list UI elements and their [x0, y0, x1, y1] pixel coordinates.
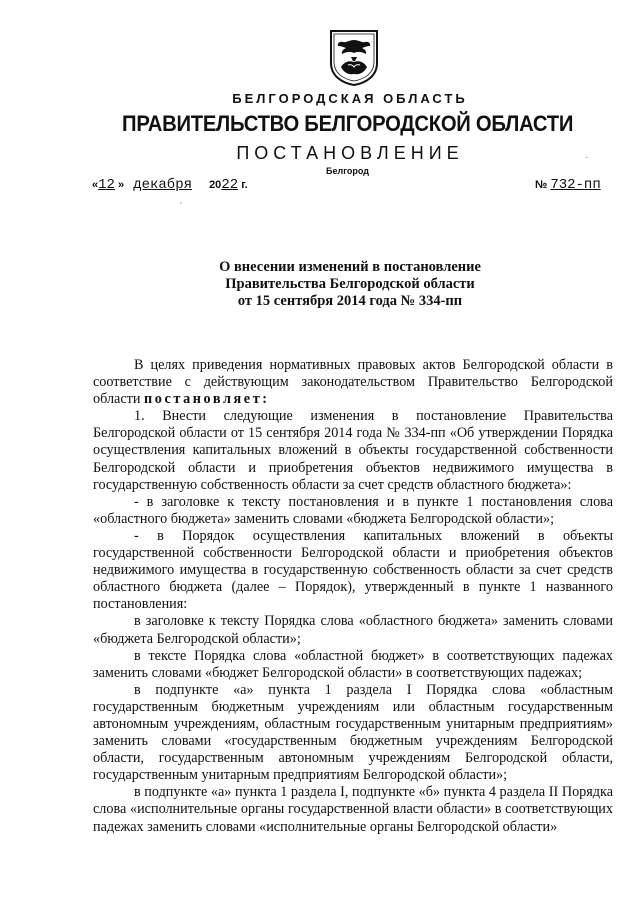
date-year-prefix: 20: [209, 179, 222, 191]
resolves-word: постановляет:: [143, 391, 270, 408]
document-type: ПОСТАНОВЛЕНИЕ: [236, 143, 464, 163]
paragraph: - в заголовке к тексту постановления и в пункте 1 постановления слова «областного бюджета» заменить словами «бюджета Белгородской области»;: [93, 493, 613, 527]
document-date: [92, 177, 248, 193]
document-body: [93, 357, 613, 836]
title-line: от 15 сентября 2014 года № 334-пп: [237, 293, 463, 309]
region-heading: БЕЛГОРОДСКАЯ ОБЛАСТЬ: [232, 91, 468, 106]
number-prefix: №: [535, 179, 548, 191]
paragraph: - в Порядок осуществления капитальных вложений в объекты государственной собственности Белгородской области и приобретения объектов недвижимого имущества в государственную собственность области за счет средств областного бюджета (далее – Порядок), утвержденный в пункте 1 названного постановления:: [93, 527, 613, 613]
date-month: декабря: [133, 177, 192, 193]
paragraph: в заголовке к тексту Порядка слова «областного бюджета» заменить словами «бюджета Белгородской области»;: [93, 613, 613, 647]
paragraph: в тексте Порядка слова «областной бюджет» в соответствующих падежах заменить словами «бюджет Белгородской области» в соответствующих падежах;: [93, 647, 613, 681]
paragraph: 1. Внести следующие изменения в постановление Правительства Белгородской области от 15 сентября 2014 года № 334-пп «Об утверждении Порядка осуществления капитальных вложений в объекты государственной собственности Белгородской области и приобретения объектов недвижимого имущества в государственную собственность области за счет средств областного бюджета»:: [93, 408, 613, 493]
date-open-quote: «: [92, 179, 99, 191]
city-label: Белгород: [326, 166, 369, 176]
paragraph-text: В целях приведения нормативных правовых актов Белгородской области в соответствие с действующим законодательством Правительство Белгородской области: [93, 357, 613, 408]
scan-speck: ': [180, 201, 182, 212]
document-number: [535, 177, 601, 193]
scan-speck: ·: [585, 153, 589, 164]
government-heading: ПРАВИТЕЛЬСТВО БЕЛГОРОДСКОЙ ОБЛАСТИ: [122, 111, 574, 136]
date-year-unit: г.: [241, 179, 248, 191]
date-close-quote: »: [118, 179, 125, 191]
paragraph: в подпункте «а» пункта 1 раздела I Порядка слова «областным государственным бюджетным учреждениям или областным государственным автономным учреждениям, областным государственным унитарным предприятиям» заменить словами «государственным бюджетным учреждениям Белгородской области, государственным автономным учреждениям Белгородской области, государственным унитарным предприятиям Белгородской области»;: [93, 681, 613, 784]
paragraph: [93, 357, 613, 408]
title-line: О внесении изменений в постановление: [219, 259, 481, 275]
coat-of-arms-icon: [329, 29, 379, 86]
date-day: 12: [98, 177, 115, 193]
document-title: [0, 259, 640, 310]
paragraph: в подпункте «а» пункта 1 раздела I, подпункте «б» пункта 4 раздела II Порядка слова «исполнительные органы государственной власти области» в соответствующих падежах заменить словами «исполнительные органы Белгородской области»: [93, 784, 613, 835]
title-line: Правительства Белгородской области: [225, 276, 475, 292]
number-value: 732-пп: [550, 177, 601, 193]
date-year-suffix: 22: [221, 177, 239, 193]
